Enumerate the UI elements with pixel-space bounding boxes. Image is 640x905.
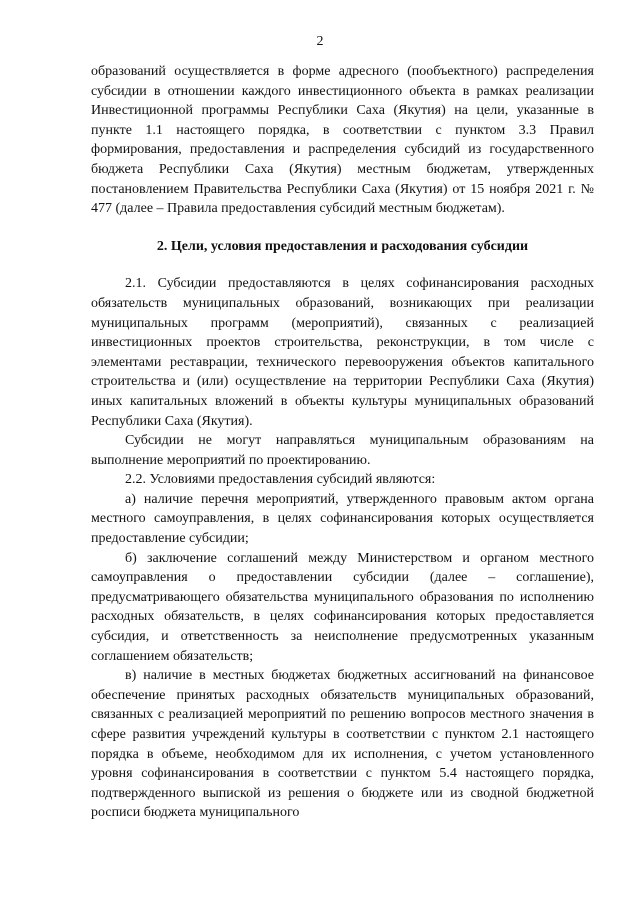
- paragraph-2-2: 2.2. Условиями предоставления субсидий являются:: [125, 472, 436, 488]
- condition-c: в) наличие в местных бюджетах бюджетных ассигнований на финансовое обеспечение принятых расходных обязательств муниципальных образований, связанных с реализацией мероприятий по решению вопросов местного значения в сфере развития учреждений культуры в соответствии с пунктом 2.1 настоящего порядка в объеме, необходимом для их исполнения, с учетом установленного уровня софинансирования в соответствии с пунктом 5.4 настоящего порядка, подтвержденного выпиской из решения о бюджете или из сводной бюджетной росписи бюджета муниципального: [91, 668, 594, 821]
- paragraph-no-design: Субсидии не могут направляться муниципальным образованиям на выполнение мероприятий по проектированию.: [91, 433, 594, 468]
- section-heading: 2. Цели, условия предоставления и расходования субсидии: [156, 238, 529, 254]
- condition-a: а) наличие перечня мероприятий, утвержденного правовым актом органа местного самоуправления, в целях софинансирования которых осуществляется предоставление субсидии;: [91, 491, 594, 547]
- paragraph-2-1: 2.1. Субсидии предоставляются в целях софинансирования расходных обязательств муниципальных образований, возникающих при реализации муниципальных программ (мероприятий), связанных с реализацией инвестиционных проектов строительства, реконструкции, в том числе с элементами реставрации, технического перевооружения объектов капитального строительства и (или) осуществление на территории Республики Саха (Якутия) иных капитальных вложений в объекты культуры муниципальных образований Республики Саха (Якутия).: [91, 276, 594, 429]
- intro-paragraph: образований осуществляется в форме адресного (пообъектного) распределения субсидии в отношении каждого инвестиционного объекта в рамках реализации Инвестиционной программы Республики Саха (Якутия) на цели, указанные в пункте 1.1 настоящего порядка, в соответствии с пунктом 3.3 Правил формирования, предоставления и распределения субсидий из государственного бюджета Республики Саха (Якутия) местным бюджетам, утвержденных постановлением Правительства Республики Саха (Якутия) от 15 ноября 2021 г. № 477 (далее – Правила предоставления субсидий местным бюджетам).: [91, 64, 594, 217]
- document-body: [91, 62, 594, 823]
- condition-b: б) заключение соглашений между Министерством и органом местного самоуправления о предоставлении субсидии (далее – соглашение), предусматривающего обязательства муниципального образования по исполнению расходных обязательств, в целях софинансирования которых предоставляется субсидия, и ответственность за неисполнение предусмотренных указанным соглашением обязательств;: [91, 550, 594, 664]
- page-number: 2: [316, 34, 324, 49]
